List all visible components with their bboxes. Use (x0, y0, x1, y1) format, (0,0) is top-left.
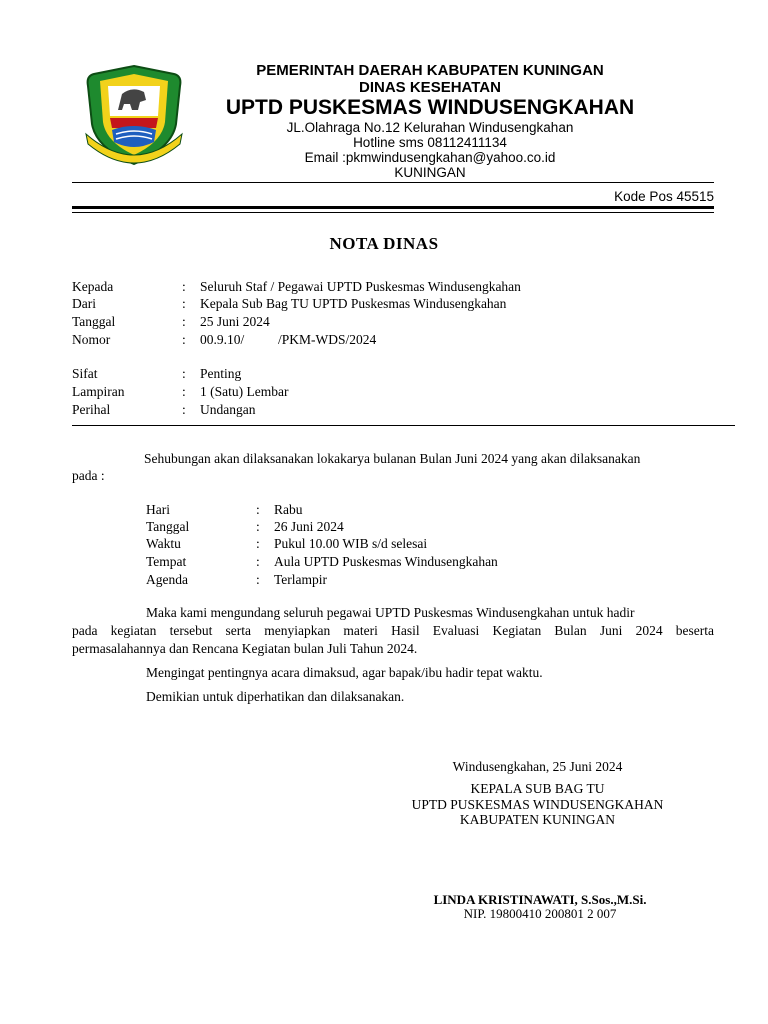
body-paragraph-line: pada kegiatan tersebut serta menyiapkan materi Hasil Evaluasi Kegiatan Bulan Juni 2024 beserta (72, 623, 714, 638)
detail-colon: : (256, 536, 260, 551)
header-email: Email :pkmwindusengkahan@yahoo.co.id (304, 150, 556, 165)
detail-label: Agenda (146, 572, 188, 587)
meta-label: Kepada (72, 279, 114, 294)
detail-value: Pukul 10.00 WIB s/d selesai (274, 536, 428, 551)
meta-value: 00.9.10/ /PKM-WDS/2024 (200, 332, 377, 347)
signature-position: UPTD PUSKESMAS WINDUSENGKAHAN (411, 797, 664, 812)
meta-value: 25 Juni 2024 (200, 314, 270, 329)
meta-divider (72, 425, 735, 426)
detail-colon: : (256, 519, 260, 534)
meta-label: Dari (72, 296, 96, 311)
detail-value: Aula UPTD Puskesmas Windusengkahan (274, 554, 498, 569)
body-intro-continued: pada : (72, 468, 105, 483)
detail-value: Rabu (274, 502, 303, 517)
body-paragraph-closing: Demikian untuk diperhatikan dan dilaksanakan. (146, 689, 405, 704)
header-address: JL.Olahraga No.12 Kelurahan Windusengkahan (286, 120, 574, 135)
meta-value: 1 (Satu) Lembar (200, 384, 289, 399)
document-title: NOTA DINAS (329, 234, 439, 253)
meta-label: Lampiran (72, 384, 125, 399)
meta-colon: : (182, 332, 186, 347)
detail-colon: : (256, 554, 260, 569)
detail-label: Tanggal (146, 519, 190, 534)
signatory-nip: NIP. 19800410 200801 2 007 (463, 906, 617, 921)
header-rule-thin (72, 212, 714, 213)
detail-colon: : (256, 572, 260, 587)
header-institution: UPTD PUSKESMAS WINDUSENGKAHAN (225, 96, 635, 119)
detail-label: Tempat (146, 554, 187, 569)
postal-code: Kode Pos 45515 (614, 189, 714, 204)
meta-value: Penting (200, 366, 242, 381)
detail-value: Terlampir (274, 572, 328, 587)
header-rule-thick (72, 206, 714, 209)
body-paragraph-reminder: Mengingat pentingnya acara dimaksud, agar bapak/ibu hadir tepat waktu. (146, 665, 543, 680)
meta-value: Seluruh Staf / Pegawai UPTD Puskesmas Windusengkahan (200, 279, 521, 294)
header-hotline: Hotline sms 08112411134 (353, 135, 507, 150)
meta-label: Perihal (72, 402, 111, 417)
regency-logo (82, 64, 186, 168)
meta-colon: : (182, 314, 186, 329)
signature-place-date: Windusengkahan, 25 Juni 2024 (452, 759, 623, 774)
header-government: PEMERINTAH DAERAH KABUPATEN KUNINGAN (256, 62, 604, 79)
detail-label: Hari (146, 502, 170, 517)
body-intro: Sehubungan akan dilaksanakan lokakarya bulanan Bulan Juni 2024 yang akan dilaksanakan (144, 451, 641, 466)
body-paragraph-line: permasalahannya dan Rencana Kegiatan bulan Juli Tahun 2024. (72, 641, 418, 656)
meta-label: Tanggal (72, 314, 116, 329)
detail-label: Waktu (146, 536, 181, 551)
body-paragraph-line: Maka kami mengundang seluruh pegawai UPTD Puskesmas Windusengkahan untuk hadir (146, 605, 635, 620)
signatory-name: LINDA KRISTINAWATI, S.Sos.,M.Si. (433, 892, 647, 907)
meta-colon: : (182, 296, 186, 311)
signature-position: KABUPATEN KUNINGAN (459, 812, 616, 827)
meta-value: Undangan (200, 402, 256, 417)
meta-label: Sifat (72, 366, 98, 381)
detail-value: 26 Juni 2024 (274, 519, 344, 534)
meta-colon: : (182, 366, 186, 381)
header-agency: DINAS KESEHATAN (359, 79, 501, 96)
meta-colon: : (182, 384, 186, 399)
meta-value: Kepala Sub Bag TU UPTD Puskesmas Windusengkahan (200, 296, 507, 311)
meta-label: Nomor (72, 332, 111, 347)
header-city: KUNINGAN (394, 165, 466, 180)
detail-colon: : (256, 502, 260, 517)
signature-position: KEPALA SUB BAG TU (470, 781, 605, 796)
meta-colon: : (182, 279, 186, 294)
header-rule-top (72, 182, 714, 183)
meta-colon: : (182, 402, 186, 417)
